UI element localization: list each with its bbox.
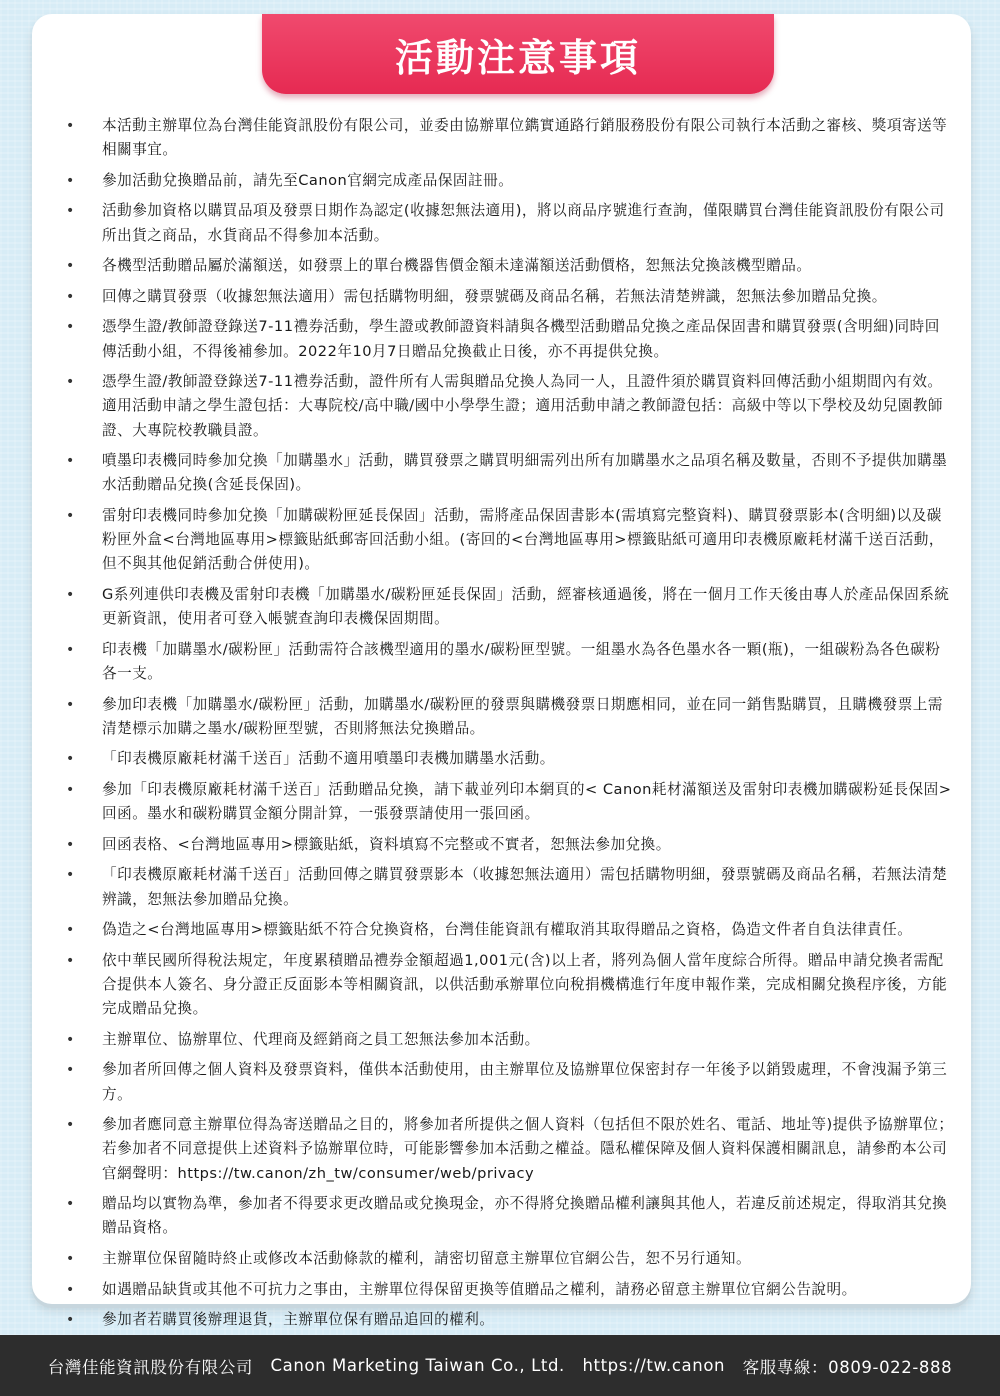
notice-item: • 參加印表機「加購墨水/碳粉匣」活動，加購墨水/碳粉匣的發票與購機發票日期應相同，並在同一銷售點購買，且購機發票上需清楚標示加購之墨水/碳粉匣型號，否則將無法兌換贈品。 bbox=[64, 693, 954, 741]
footer-hotline: 客服專線：0809-022-888 bbox=[742, 1357, 953, 1377]
footer-bar bbox=[0, 1335, 1000, 1396]
notice-item: • 主辦單位、協辦單位、代理商及經銷商之員工恕無法參加本活動。 bbox=[64, 1028, 954, 1052]
notice-card bbox=[32, 14, 971, 1329]
notice-item: • 依中華民國所得稅法規定，年度累積贈品禮券金額超過1,001元(含)以上者，將列為個人當年度綜合所得。贈品申請兌換者需配合提供本人簽名、身分證正反面影本等相關資訊，以供活動承辦單位向稅捐機構進行年度申報作業，完成相關兌換程序後，方能完成贈品兌換。 bbox=[64, 949, 954, 1022]
notice-item: • 噴墨印表機同時參加兌換「加購墨水」活動，購買發票之購買明細需列出所有加購墨水之品項名稱及數量，否則不予提供加購墨水活動贈品兌換(含延長保固)。 bbox=[64, 449, 954, 497]
notice-item: • 雷射印表機同時參加兌換「加購碳粉匣延長保固」活動，需將產品保固書影本(需填寫完整資料)、購買發票影本(含明細)以及碳粉匣外盒<台灣地區專用>標籤貼紙郵寄回活動小組。(寄回的<台灣地區專用>標籤貼紙可適用印表機原廠耗材滿千送百活動，但不與其他促銷活動合併使用)。 bbox=[64, 504, 954, 577]
notice-item: • 贈品均以實物為準，參加者不得要求更改贈品或兌換現金，亦不得將兌換贈品權利讓與其他人，若違反前述規定，得取消其兌換贈品資格。 bbox=[64, 1192, 954, 1240]
footer-company-zh: 台灣佳能資訊股份有限公司 bbox=[47, 1357, 253, 1377]
notice-item: • 如遇贈品缺貨或其他不可抗力之事由，主辦單位得保留更換等值贈品之權利，請務必留意主辦單位官網公告說明。 bbox=[64, 1278, 954, 1302]
page-title: 活動注意事項 bbox=[394, 35, 641, 80]
notice-item: • 「印表機原廠耗材滿千送百」活動回傳之購買發票影本（收據恕無法適用）需包括購物明細，發票號碼及商品名稱，若無法清楚辨識，恕無法參加贈品兌換。 bbox=[64, 863, 954, 911]
notice-item: • 參加活動兌換贈品前，請先至Canon官網完成產品保固註冊。 bbox=[64, 169, 954, 193]
title-banner bbox=[262, 14, 774, 94]
notice-item: • 印表機「加購墨水/碳粉匣」活動需符合該機型適用的墨水/碳粉匣型號。一組墨水為各色墨水各一顆(瓶)，一組碳粉為各色碳粉各一支。 bbox=[64, 638, 954, 686]
notice-item: • 活動參加資格以購買品項及發票日期作為認定(收據恕無法適用)，將以商品序號進行查詢，僅限購買台灣佳能資訊股份有限公司所出貨之商品，水貨商品不得參加本活動。 bbox=[64, 199, 954, 247]
notice-item: • 本活動主辦單位為台灣佳能資訊股份有限公司，並委由協辦單位鐫實通路行銷服務股份有限公司執行本活動之審核、獎項寄送等相關事宜。 bbox=[64, 114, 954, 162]
notice-item: • 各機型活動贈品屬於滿額送，如發票上的單台機器售價金額未達滿額送活動價格，恕無法兌換該機型贈品。 bbox=[64, 254, 954, 278]
notice-item: • G系列連供印表機及雷射印表機「加購墨水/碳粉匣延長保固」活動，經審核通過後，將在一個月工作天後由專人於產品保固系統更新資訊，使用者可登入帳號查詢印表機保固期間。 bbox=[64, 583, 954, 631]
footer-website-link[interactable]: https://tw.canon bbox=[582, 1356, 726, 1375]
notice-item: • 回傳之購買發票（收據恕無法適用）需包括購物明細，發票號碼及商品名稱，若無法清楚辨識，恕無法參加贈品兌換。 bbox=[64, 285, 954, 309]
notice-item: • 「印表機原廠耗材滿千送百」活動不適用噴墨印表機加購墨水活動。 bbox=[64, 747, 954, 771]
notice-item: • 憑學生證/教師證登錄送7-11禮券活動，學生證或教師證資料請與各機型活動贈品兌換之產品保固書和購買發票(含明細)同時回傳活動小組，不得後補參加。2022年10月7日贈品兌換截止日後，亦不再提供兌換。 bbox=[64, 315, 954, 363]
notice-list bbox=[64, 114, 954, 1369]
notice-item: • 參加者所回傳之個人資料及發票資料，僅供本活動使用，由主辦單位及協辦單位保密封存一年後予以銷毀處理，不會洩漏予第三方。 bbox=[64, 1058, 954, 1106]
notice-item: • 憑學生證/教師證登錄送7-11禮券活動，證件所有人需與贈品兌換人為同一人，且證件須於購買資料回傳活動小組期間內有效。適用活動申請之學生證包括：大專院校/高中職/國中小學學生證；適用活動申請之教師證包括：高級中等以下學校及幼兒園教師證、大專院校教職員證。 bbox=[64, 370, 954, 443]
notice-item: • 參加「印表機原廠耗材滿千送百」活動贈品兌換，請下載並列印本網頁的< Canon耗材滿額送及雷射印表機加購碳粉延長保固>回函。墨水和碳粉購買金額分開計算，一張發票請使用一張回函。 bbox=[64, 778, 954, 826]
notice-item: • 偽造之<台灣地區專用>標籤貼紙不符合兌換資格，台灣佳能資訊有權取消其取得贈品之資格，偽造文件者自負法律責任。 bbox=[64, 918, 954, 942]
notice-item: • 參加者應同意主辦單位得為寄送贈品之目的，將參加者所提供之個人資料（包括但不限於姓名、電話、地址等)提供予協辦單位；若參加者不同意提供上述資料予協辦單位時，可能影響參加本活動之權益。隱私權保障及個人資料保護相關訊息，請參酌本公司官網聲明：https://tw.canon/zh_tw/consumer/web/privacy bbox=[64, 1113, 954, 1186]
notice-item: • 回函表格、<台灣地區專用>標籤貼紙，資料填寫不完整或不實者，恕無法參加兌換。 bbox=[64, 833, 954, 857]
notice-item: • 參加者若購買後辦理退貨，主辦單位保有贈品追回的權利。 bbox=[64, 1308, 954, 1332]
notice-item: • 主辦單位保留隨時終止或修改本活動條款的權利，請密切留意主辦單位官網公告，恕不另行通知。 bbox=[64, 1247, 954, 1271]
footer-company-en: Canon Marketing Taiwan Co., Ltd. bbox=[270, 1356, 565, 1375]
